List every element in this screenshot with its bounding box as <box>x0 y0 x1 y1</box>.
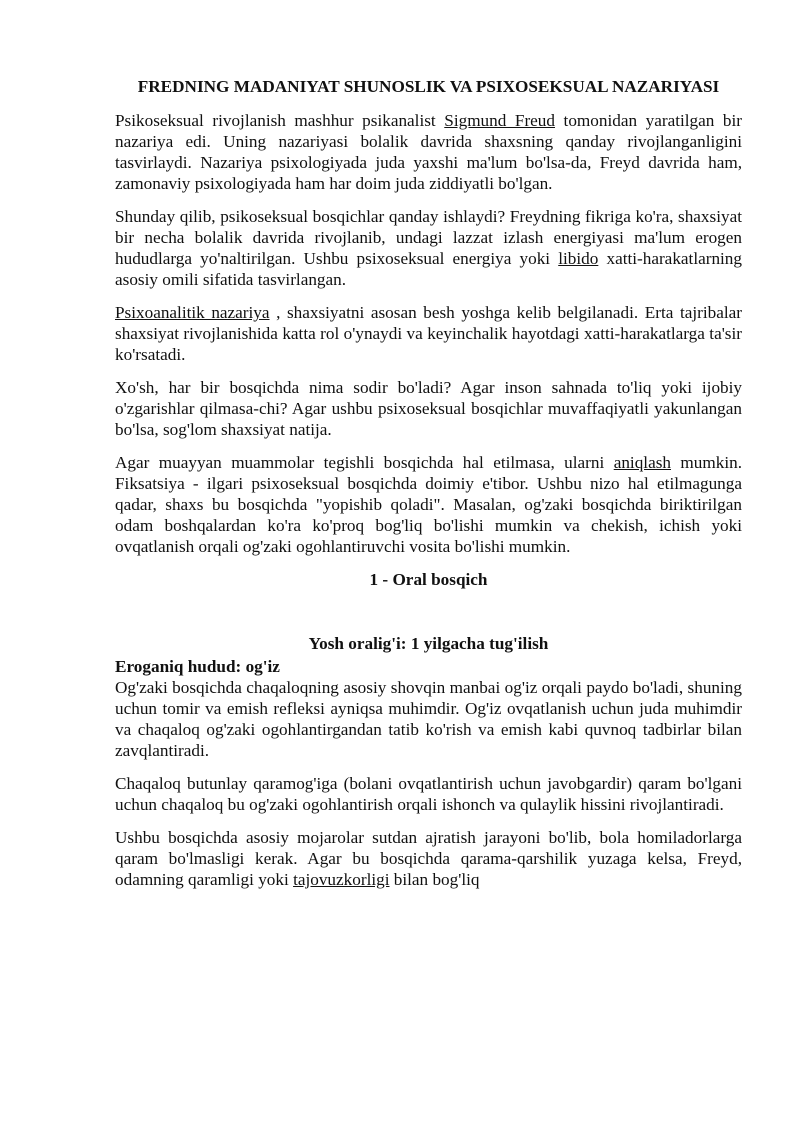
paragraph-text: Shunday qilib, psikoseksual bosqichlar qanday ishlaydi? Freydning fikriga ko'ra, shaxsiyat bir necha bolalik davrida rivojlanib, undagi lazzat izlash energiyasi ma'lum erogen hududlarga yo'naltirilgan. Ushbu psixoseksual energiya yoki <box>115 207 742 268</box>
document-title: FREDNING MADANIYAT SHUNOSLIK VA PSIXOSEKSUAL NAZARIYASI <box>137 77 720 96</box>
paragraph-text: tomonidan yaratilgan bir nazariya edi. Uning nazariyasi bolalik davrida shaxsning qanday rivojlanganligini tasvirlaydi. Nazariya psixologiyada juda yaxshi ma'lum bo'lsa-da, Freyd davrida ham, zamonaviy psixologiyada ham har doim juda ziddiyatli bo'lgan. <box>115 111 742 193</box>
paragraph-text: , shaxsiyatni asosan besh yoshga kelib belgilanadi. Erta tajribalar shaxsiyat rivojlanishida katta rol o'ynaydi va keyinchalik hayotdagi xatti-harakatlarga ta'sir ko'rsatadi. <box>115 303 742 364</box>
paragraph-fixation <box>115 452 742 557</box>
erogenous-zone-heading: Eroganiq hudud: og'iz <box>115 657 280 676</box>
paragraph-psychoanalytic-theory <box>115 302 742 365</box>
paragraph-text: Psikoseksual rivojlanish mashhur psikanalist <box>115 111 445 130</box>
paragraph-text: mumkin. Fiksatsiya - ilgari psixoseksual bosqichda doimiy e'tibor. Ushbu nizo hal etilmagunga qadar, shaxs bu bosqichda "yopishib qoladi". Masalan, og'zaki bosqichda biriktirilgan odam boshqalardan ko'ra ko'proq bog'liq bo'lishi mumkin va chekish, ichish yoki ovqatlanish orqali og'zaki ogohlantiruvchi vosita bo'lishi mumkin. <box>115 453 742 556</box>
paragraph-oral-stage: Og'zaki bosqichda chaqaloqning asosiy shovqin manbai og'iz orqali paydo bo'ladi, shuning uchun tomir va emish refleksi ayniqsa muhimdir. Og'iz ovqatlanish uchun juda muhimdir va chaqaloq og'zaki ogohlantirgandan tatib ko'rish va emish kabi quvnoq tadbirlar bilan zavqlantiradi. <box>115 678 742 760</box>
link-tajovuzkorligi[interactable]: tajovuzkorligi <box>293 870 390 889</box>
paragraph-text: bilan bog'liq <box>389 870 480 889</box>
paragraph-text: Ushbu bosqichda asosiy mojarolar sutdan ajratish jarayoni bo'lib, bola homiladorlarga qaram bo'lmasligi kerak. Agar bu bosqichda qarama-qarshilik yuzaga kelsa, Freyd, odamning qaramligi yoki <box>115 828 742 889</box>
paragraph-text: Agar muayyan muammolar tegishli bosqichda hal etilmasa, ularni <box>115 453 614 472</box>
paragraph-stages-question <box>115 206 742 290</box>
stage-heading: 1 - Oral bosqich <box>369 570 488 589</box>
link-libido[interactable]: libido <box>558 249 599 268</box>
link-psixoanalitik-nazariya[interactable]: Psixoanalitik nazariya <box>115 303 270 322</box>
document-page <box>115 76 742 902</box>
link-aniqlash[interactable]: aniqlash <box>613 453 671 472</box>
link-sigmund-freud[interactable]: Sigmund Freud <box>444 111 555 130</box>
paragraph-each-stage: Xo'sh, har bir bosqichda nima sodir bo'ladi? Agar inson sahnada to'liq yoki ijobiy o'zgarishlar qilmasa-chi? Agar ushbu psixoseksual bosqichlar muvaffaqiyatli yakunlangan bo'lsa, sog'lom shaxsiyat natija. <box>115 378 742 439</box>
age-range-heading: Yosh oralig'i: 1 yilgacha tug'ilish <box>308 634 549 653</box>
paragraph-trust-comfort: Chaqaloq butunlay qaramog'iga (bolani ovqatlantirish uchun javobgardir) qaram bo'lgani uchun chaqaloq bu og'zaki ogohlantirish orqali ishonch va qulaylik hissini rivojlantiradi. <box>115 774 742 814</box>
paragraph-text: xatti-harakatlarning asosiy omili sifatida tasvirlangan. <box>115 249 742 289</box>
paragraph-intro <box>115 110 742 194</box>
paragraph-weaning <box>115 827 742 890</box>
